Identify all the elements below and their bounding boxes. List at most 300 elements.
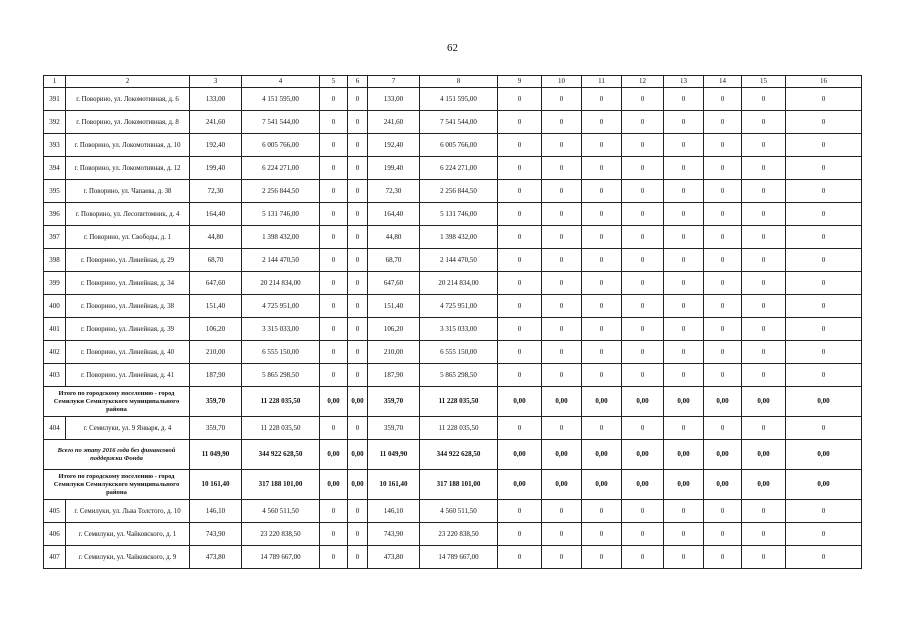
total-area-cell: 359,70: [190, 387, 242, 417]
value-cell: 0: [742, 523, 786, 546]
value-cell: 0: [704, 318, 742, 341]
area-cell: 241,60: [368, 111, 420, 134]
cost-cell: 1 398 432,00: [420, 226, 498, 249]
value-cell: 0: [742, 157, 786, 180]
value-cell: 0: [320, 157, 348, 180]
value-cell: 0: [622, 341, 664, 364]
value-cell: 0: [704, 500, 742, 523]
value-cell: 0: [704, 295, 742, 318]
value-cell: 0: [786, 180, 862, 203]
value-cell: 0: [320, 272, 348, 295]
value-cell: 0: [622, 500, 664, 523]
value-cell: 0: [786, 157, 862, 180]
row-number-cell: 394: [44, 157, 66, 180]
value-cell: 0: [742, 417, 786, 440]
value-cell: 0: [542, 341, 582, 364]
total-area-cell: 11 049,90: [190, 440, 242, 470]
row-number-cell: 406: [44, 523, 66, 546]
total-cost-cell: 2 144 470,50: [242, 249, 320, 272]
cost-cell: 5 131 746,00: [420, 203, 498, 226]
subtotal-row: [44, 387, 862, 417]
value-cell: 0,00: [622, 470, 664, 500]
address-cell: г. Поворино, ул. Линейная, д. 29: [66, 249, 190, 272]
total-area-cell: 187,90: [190, 364, 242, 387]
value-cell: 0,00: [582, 387, 622, 417]
value-cell: 0: [348, 417, 368, 440]
value-cell: 0: [542, 546, 582, 569]
total-cost-cell: 5 865 298,50: [242, 364, 320, 387]
value-cell: 0: [582, 180, 622, 203]
column-header-10: 10: [542, 76, 582, 88]
value-cell: 0: [742, 546, 786, 569]
table-row: [44, 341, 862, 364]
value-cell: 0: [348, 203, 368, 226]
column-header-11: 11: [582, 76, 622, 88]
value-cell: 0: [622, 523, 664, 546]
row-number-cell: 405: [44, 500, 66, 523]
table-row: [44, 546, 862, 569]
table-row: [44, 272, 862, 295]
value-cell: 0: [542, 157, 582, 180]
address-cell: г. Поворино, ул. Локомотивная, д. 6: [66, 88, 190, 111]
total-area-cell: 241,60: [190, 111, 242, 134]
value-cell: 0: [786, 500, 862, 523]
cost-cell: 2 144 470,50: [420, 249, 498, 272]
value-cell: 0: [348, 318, 368, 341]
value-cell: 0: [348, 295, 368, 318]
value-cell: 0: [542, 88, 582, 111]
table-row: [44, 226, 862, 249]
value-cell: 0: [664, 364, 704, 387]
value-cell: 0: [622, 203, 664, 226]
value-cell: 0,00: [348, 387, 368, 417]
cost-cell: 7 541 544,00: [420, 111, 498, 134]
value-cell: 0: [498, 523, 542, 546]
value-cell: 0: [786, 523, 862, 546]
value-cell: 0,00: [704, 470, 742, 500]
value-cell: 0: [742, 272, 786, 295]
total-cost-cell: 14 789 667,00: [242, 546, 320, 569]
column-header-13: 13: [664, 76, 704, 88]
value-cell: 0: [320, 364, 348, 387]
cost-cell: 4 560 511,50: [420, 500, 498, 523]
value-cell: 0,00: [542, 470, 582, 500]
value-cell: 0: [742, 364, 786, 387]
row-number-cell: 392: [44, 111, 66, 134]
housing-program-table: [43, 75, 862, 569]
cost-cell: 317 188 101,00: [420, 470, 498, 500]
column-header-9: 9: [498, 76, 542, 88]
value-cell: 0: [742, 203, 786, 226]
value-cell: 0,00: [786, 470, 862, 500]
value-cell: 0: [704, 203, 742, 226]
value-cell: 0: [704, 523, 742, 546]
value-cell: 0: [498, 295, 542, 318]
page-number: 62: [447, 42, 458, 54]
value-cell: 0: [348, 180, 368, 203]
total-area-cell: 473,80: [190, 546, 242, 569]
value-cell: 0: [498, 203, 542, 226]
value-cell: 0,00: [320, 440, 348, 470]
row-number-cell: 401: [44, 318, 66, 341]
value-cell: 0: [786, 226, 862, 249]
value-cell: 0: [582, 88, 622, 111]
value-cell: 0: [786, 295, 862, 318]
total-cost-cell: 11 228 035,50: [242, 417, 320, 440]
total-area-cell: 647,60: [190, 272, 242, 295]
total-cost-cell: 7 541 544,00: [242, 111, 320, 134]
address-cell: г. Семилуки, ул. 9 Января, д. 4: [66, 417, 190, 440]
total-area-cell: 68,70: [190, 249, 242, 272]
value-cell: 0: [498, 157, 542, 180]
table-row: [44, 111, 862, 134]
address-cell: г. Поворино, ул. Линейная, д. 41: [66, 364, 190, 387]
value-cell: 0: [582, 417, 622, 440]
total-area-cell: 72,30: [190, 180, 242, 203]
address-cell: г. Поворино, ул. Лесопитомник, д. 4: [66, 203, 190, 226]
value-cell: 0,00: [664, 470, 704, 500]
value-cell: 0: [704, 134, 742, 157]
value-cell: 0: [542, 500, 582, 523]
value-cell: 0: [320, 203, 348, 226]
value-cell: 0: [664, 111, 704, 134]
value-cell: 0: [320, 341, 348, 364]
value-cell: 0: [622, 111, 664, 134]
total-cost-cell: 23 220 838,50: [242, 523, 320, 546]
value-cell: 0,00: [704, 387, 742, 417]
value-cell: 0: [320, 134, 348, 157]
column-header-7: 7: [368, 76, 420, 88]
address-cell: г. Поворино, ул. Локомотивная, д. 10: [66, 134, 190, 157]
value-cell: 0,00: [742, 440, 786, 470]
table-row: [44, 295, 862, 318]
value-cell: 0,00: [664, 440, 704, 470]
value-cell: 0: [704, 249, 742, 272]
area-cell: 192,40: [368, 134, 420, 157]
row-number-cell: 402: [44, 341, 66, 364]
value-cell: 0: [786, 341, 862, 364]
row-number-cell: 391: [44, 88, 66, 111]
total-area-cell: 192,40: [190, 134, 242, 157]
total-cost-cell: 3 315 033,00: [242, 318, 320, 341]
table-row: [44, 88, 862, 111]
value-cell: 0: [498, 249, 542, 272]
address-cell: г. Поворино, ул. Линейная, д. 40: [66, 341, 190, 364]
table-row: [44, 523, 862, 546]
value-cell: 0: [320, 417, 348, 440]
value-cell: 0,00: [498, 387, 542, 417]
column-number-header-row: [44, 76, 862, 88]
value-cell: 0: [348, 364, 368, 387]
value-cell: 0: [348, 500, 368, 523]
value-cell: 0: [498, 364, 542, 387]
total-cost-cell: 11 228 035,50: [242, 387, 320, 417]
value-cell: 0: [498, 134, 542, 157]
value-cell: 0: [704, 364, 742, 387]
value-cell: 0: [664, 88, 704, 111]
area-cell: 133,00: [368, 88, 420, 111]
value-cell: 0: [320, 226, 348, 249]
value-cell: 0: [498, 318, 542, 341]
total-area-cell: 151,40: [190, 295, 242, 318]
value-cell: 0: [742, 88, 786, 111]
total-cost-cell: 317 188 101,00: [242, 470, 320, 500]
address-cell: г. Поворино, ул. Линейная, д. 38: [66, 295, 190, 318]
value-cell: 0,00: [348, 470, 368, 500]
value-cell: 0: [704, 180, 742, 203]
value-cell: 0: [498, 546, 542, 569]
value-cell: 0: [742, 226, 786, 249]
value-cell: 0: [582, 157, 622, 180]
table-row: [44, 180, 862, 203]
value-cell: 0: [742, 134, 786, 157]
row-number-cell: 404: [44, 417, 66, 440]
total-area-cell: 133,00: [190, 88, 242, 111]
value-cell: 0,00: [742, 387, 786, 417]
total-cost-cell: 6 224 271,00: [242, 157, 320, 180]
value-cell: 0: [320, 111, 348, 134]
value-cell: 0: [786, 364, 862, 387]
total-cost-cell: 1 398 432,00: [242, 226, 320, 249]
column-header-5: 5: [320, 76, 348, 88]
row-number-cell: 395: [44, 180, 66, 203]
value-cell: 0: [498, 111, 542, 134]
value-cell: 0: [622, 249, 664, 272]
total-area-cell: 743,90: [190, 523, 242, 546]
subtotal-label-cell: Всего по этапу 2016 года без финансовой поддержки Фонда: [44, 440, 190, 470]
value-cell: 0: [664, 546, 704, 569]
total-cost-cell: 344 922 628,50: [242, 440, 320, 470]
value-cell: 0: [348, 111, 368, 134]
value-cell: 0: [348, 157, 368, 180]
row-number-cell: 400: [44, 295, 66, 318]
value-cell: 0,00: [664, 387, 704, 417]
value-cell: 0: [786, 111, 862, 134]
subtotal-label-cell: Итого по городскому поселению - город Семилуки Семилукского муниципального района: [44, 387, 190, 417]
value-cell: 0: [320, 180, 348, 203]
value-cell: 0: [582, 546, 622, 569]
column-header-4: 4: [242, 76, 320, 88]
value-cell: 0: [786, 88, 862, 111]
column-header-3: 3: [190, 76, 242, 88]
total-cost-cell: 4 151 595,00: [242, 88, 320, 111]
total-area-cell: 10 161,40: [190, 470, 242, 500]
row-number-cell: 397: [44, 226, 66, 249]
total-area-cell: 359,70: [190, 417, 242, 440]
value-cell: 0: [742, 500, 786, 523]
total-cost-cell: 6 005 766,00: [242, 134, 320, 157]
value-cell: 0: [664, 295, 704, 318]
value-cell: 0: [664, 180, 704, 203]
value-cell: 0: [348, 523, 368, 546]
cost-cell: 3 315 033,00: [420, 318, 498, 341]
value-cell: 0: [786, 546, 862, 569]
area-cell: 359,70: [368, 387, 420, 417]
total-area-cell: 210,00: [190, 341, 242, 364]
subtotal-label-cell: Итого по городскому поселению - город Семилуки Семилукского муниципального района: [44, 470, 190, 500]
row-number-cell: 393: [44, 134, 66, 157]
value-cell: 0,00: [542, 440, 582, 470]
value-cell: 0: [622, 546, 664, 569]
table-row: [44, 249, 862, 272]
value-cell: 0: [664, 500, 704, 523]
address-cell: г. Поворино, ул. Линейная, д. 34: [66, 272, 190, 295]
value-cell: 0: [664, 318, 704, 341]
value-cell: 0: [664, 249, 704, 272]
table-row: [44, 157, 862, 180]
cost-cell: 11 228 035,50: [420, 417, 498, 440]
total-cost-cell: 2 256 844,50: [242, 180, 320, 203]
column-header-16: 16: [786, 76, 862, 88]
area-cell: 359,70: [368, 417, 420, 440]
cost-cell: 5 865 298,50: [420, 364, 498, 387]
value-cell: 0,00: [348, 440, 368, 470]
total-area-cell: 199,40: [190, 157, 242, 180]
value-cell: 0: [542, 180, 582, 203]
area-cell: 146,10: [368, 500, 420, 523]
cost-cell: 23 220 838,50: [420, 523, 498, 546]
table-row: [44, 500, 862, 523]
column-header-1: 1: [44, 76, 66, 88]
value-cell: 0: [542, 523, 582, 546]
value-cell: 0: [582, 364, 622, 387]
value-cell: 0: [664, 134, 704, 157]
value-cell: 0: [664, 226, 704, 249]
address-cell: г. Поворино, ул. Локомотивная, д. 12: [66, 157, 190, 180]
value-cell: 0: [742, 249, 786, 272]
area-cell: 473,80: [368, 546, 420, 569]
value-cell: 0,00: [320, 470, 348, 500]
value-cell: 0: [742, 180, 786, 203]
value-cell: 0: [664, 417, 704, 440]
total-cost-cell: 4 560 511,50: [242, 500, 320, 523]
cost-cell: 2 256 844,50: [420, 180, 498, 203]
total-area-cell: 106,20: [190, 318, 242, 341]
value-cell: 0: [498, 88, 542, 111]
value-cell: 0,00: [498, 440, 542, 470]
cost-cell: 4 151 595,00: [420, 88, 498, 111]
cost-cell: 14 789 667,00: [420, 546, 498, 569]
row-number-cell: 396: [44, 203, 66, 226]
cost-cell: 6 005 766,00: [420, 134, 498, 157]
value-cell: 0: [582, 500, 622, 523]
value-cell: 0: [542, 111, 582, 134]
total-area-cell: 146,10: [190, 500, 242, 523]
value-cell: 0: [664, 203, 704, 226]
value-cell: 0: [582, 226, 622, 249]
value-cell: 0: [622, 134, 664, 157]
total-cost-cell: 6 555 150,00: [242, 341, 320, 364]
total-area-cell: 44,80: [190, 226, 242, 249]
address-cell: г. Поворино, ул. Локомотивная, д. 8: [66, 111, 190, 134]
value-cell: 0: [704, 341, 742, 364]
column-header-2: 2: [66, 76, 190, 88]
area-cell: 199,40: [368, 157, 420, 180]
value-cell: 0: [622, 157, 664, 180]
table-row: [44, 417, 862, 440]
value-cell: 0: [622, 318, 664, 341]
value-cell: 0: [542, 295, 582, 318]
value-cell: 0: [582, 295, 622, 318]
value-cell: 0: [320, 546, 348, 569]
value-cell: 0: [786, 318, 862, 341]
value-cell: 0: [742, 318, 786, 341]
value-cell: 0: [742, 295, 786, 318]
value-cell: 0,00: [498, 470, 542, 500]
value-cell: 0: [498, 500, 542, 523]
value-cell: 0: [498, 180, 542, 203]
value-cell: 0: [582, 272, 622, 295]
value-cell: 0: [786, 272, 862, 295]
value-cell: 0: [622, 295, 664, 318]
value-cell: 0: [582, 111, 622, 134]
value-cell: 0: [664, 272, 704, 295]
value-cell: 0: [622, 364, 664, 387]
value-cell: 0: [622, 88, 664, 111]
column-header-14: 14: [704, 76, 742, 88]
value-cell: 0: [542, 272, 582, 295]
value-cell: 0: [498, 341, 542, 364]
value-cell: 0,00: [704, 440, 742, 470]
value-cell: 0: [704, 226, 742, 249]
value-cell: 0: [348, 249, 368, 272]
value-cell: 0: [704, 417, 742, 440]
subtotal-row: [44, 440, 862, 470]
value-cell: 0: [320, 523, 348, 546]
area-cell: 68,70: [368, 249, 420, 272]
area-cell: 11 049,90: [368, 440, 420, 470]
value-cell: 0: [320, 318, 348, 341]
value-cell: 0,00: [786, 440, 862, 470]
value-cell: 0: [704, 272, 742, 295]
row-number-cell: 403: [44, 364, 66, 387]
value-cell: 0,00: [582, 470, 622, 500]
value-cell: 0: [498, 226, 542, 249]
area-cell: 164,40: [368, 203, 420, 226]
table-row: [44, 364, 862, 387]
value-cell: 0,00: [622, 440, 664, 470]
value-cell: 0: [786, 417, 862, 440]
value-cell: 0: [664, 341, 704, 364]
value-cell: 0: [542, 417, 582, 440]
table-row: [44, 318, 862, 341]
value-cell: 0: [582, 249, 622, 272]
value-cell: 0: [664, 523, 704, 546]
area-cell: 106,20: [368, 318, 420, 341]
value-cell: 0: [320, 500, 348, 523]
address-cell: г. Семилуки, ул. Чайковского, д. 1: [66, 523, 190, 546]
address-cell: г. Поворино, ул. Линейная, д. 39: [66, 318, 190, 341]
value-cell: 0,00: [542, 387, 582, 417]
column-header-12: 12: [622, 76, 664, 88]
value-cell: 0,00: [582, 440, 622, 470]
value-cell: 0: [320, 88, 348, 111]
value-cell: 0: [348, 546, 368, 569]
value-cell: 0: [786, 203, 862, 226]
total-cost-cell: 5 131 746,00: [242, 203, 320, 226]
value-cell: 0: [622, 226, 664, 249]
value-cell: 0: [704, 157, 742, 180]
address-cell: г. Поворино, ул. Чапаева, д. 38: [66, 180, 190, 203]
value-cell: 0: [582, 203, 622, 226]
area-cell: 743,90: [368, 523, 420, 546]
area-cell: 151,40: [368, 295, 420, 318]
total-area-cell: 164,40: [190, 203, 242, 226]
value-cell: 0: [742, 111, 786, 134]
value-cell: 0: [582, 341, 622, 364]
value-cell: 0: [582, 523, 622, 546]
cost-cell: 6 224 271,00: [420, 157, 498, 180]
